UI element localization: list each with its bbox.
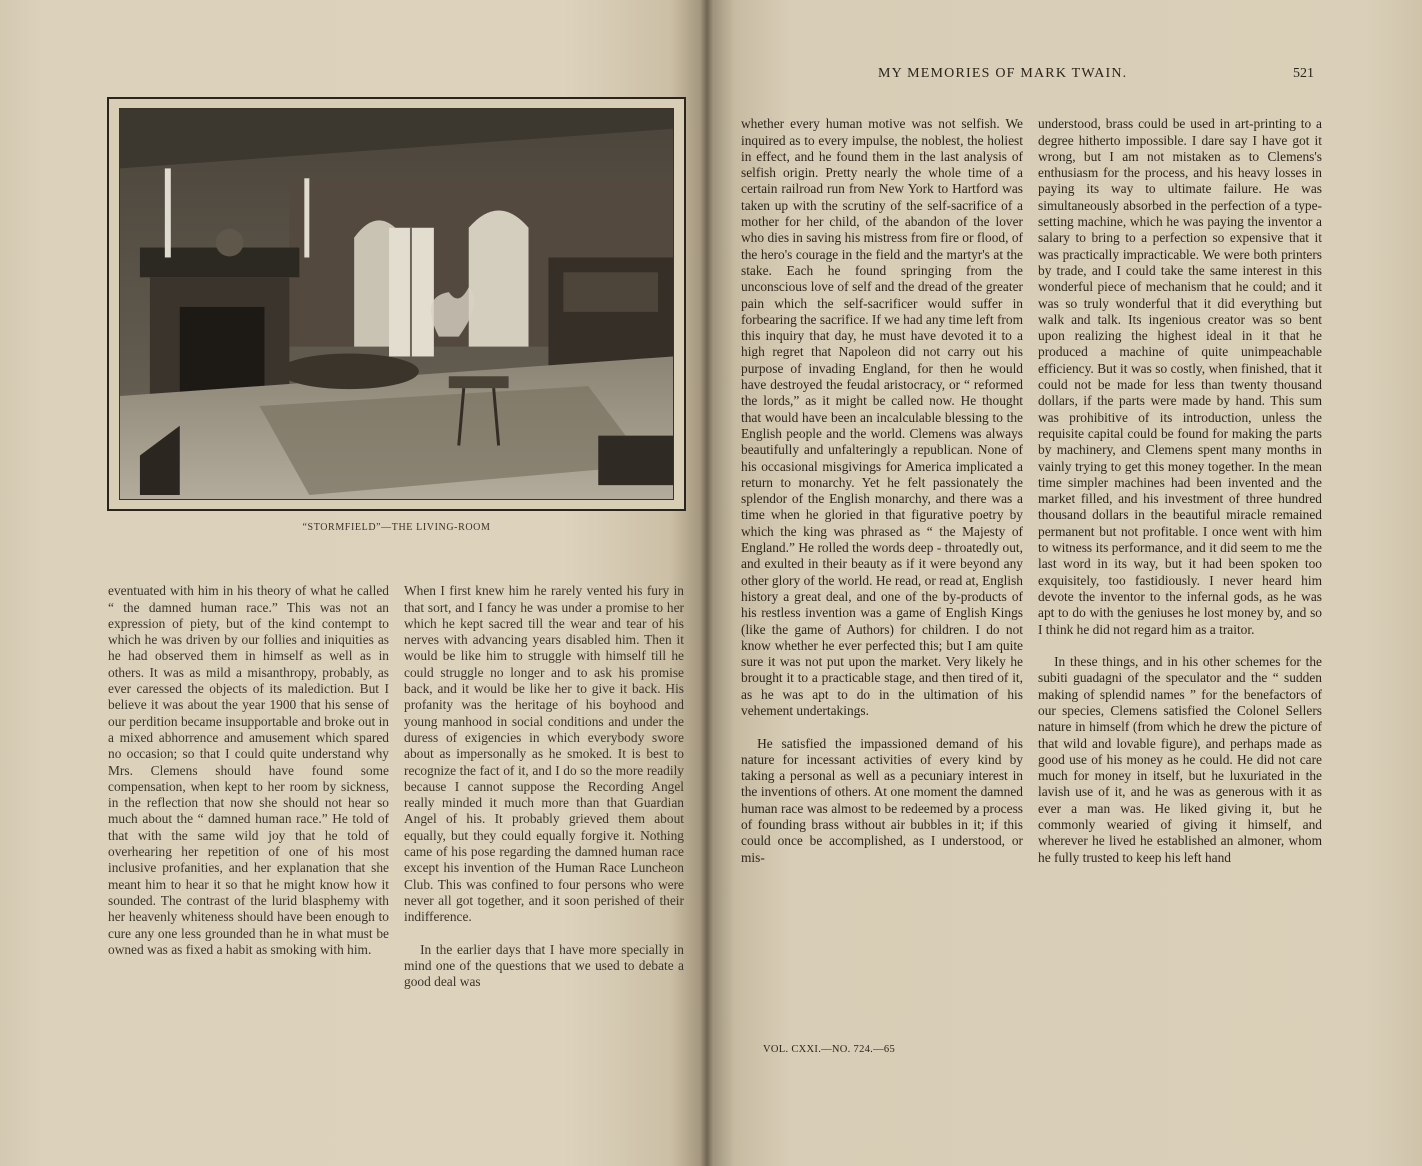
paragraph: understood, brass could be used in art-printing to a degree hitherto impossible. I dare say I have got it wrong, but I am not mistaken as to Clemens's enthusiasm for the process, and his heavy losses in paying its way to ultimate failure. He was simultaneously absorbed in the perfection of a type-setting machine, which he was paying the inventor a salary to bring to a perfection so expensive that it was practically impracticable. We were both printers by trade, and I could take the same interest in this wonderful piece of mechanism that he could; and it was so truly wonderful that it did everything but walk and talk. Its ingenious creator was so bent upon realizing the highest ideal in it that he produced a machine of quite unimpeachable efficiency. But it was so costly, when finished, that it could not be made for less than twenty thousand dollars, if the parts were made by hand. This sum was prohibitive of its introduction, unless the requisite capital could be found for making the parts by machinery, and Clemens spent many months in vainly trying to get this money together. In the mean time simpler machines had been invented and the market filled, and his investment of three hundred thousand dollars in the beautiful miracle remained permanent but not profitable. I once went with him to witness its performance, and it did seem to me the last word in its way, but it had been spoken too exquisitely, too fastidiously. I never heard him devote the inventor to the infernal gods, as he was apt to do with the geniuses he lost money by, and so I think he did not regard him as a traitor.: [1038, 116, 1322, 637]
living-room-photo-image: [120, 109, 673, 499]
living-room-photograph: [119, 108, 674, 500]
paragraph: In these things, and in his other schemes for the subiti guadagni of the speculator and the “ sudden making of splendid names ” for the benefactors of our species, Clemens satisfied the Colonel Sellers nature in himself (from which he drew the picture of that wild and lovable figure), and perhaps made as good use of his money as he could. He did not care much for money in itself, but he luxuriated in the lavish use of it, and he was as generous with it as ever a man was. He liked giving it, but he commonly wearied of giving it himself, and wherever he lived he established an almoner, whom he fully trusted to keep his left hand: [1038, 654, 1322, 865]
signature-line: VOL. CXXI.—NO. 724.—65: [763, 1044, 896, 1055]
left-page-column-1: [108, 567, 389, 974]
photo-plate: [107, 97, 686, 511]
paragraph: When I first knew him he rarely vented his fury in that sort, and I fancy he was under a promise to her which he kept sacred till the wear and tear of his nerves with advancing years disabled him. Then it would be like him to struggle with himself till he could struggle no longer and to ask his promise back, and it would be like her to give it back. His profanity was the heritage of his boyhood and young manhood in social conditions and under the duress of exigencies in which everybody swore about as impersonally as he smoked. It is best to recognize the fact of it, and I do so the more readily because I cannot suppose the Recording Angel really minded it much more than that Guardian Angel of his. It probably grieved them about equally, but they could equally forgive it. Nothing came of his pose regarding the damned human race except his invention of the Human Race Luncheon Club. This was confined to four persons who were never all got together, and it soon perished of their indifference.: [404, 583, 684, 925]
right-page-column-2: [1038, 100, 1322, 882]
right-page-column-1: [741, 100, 1023, 882]
book-gutter: [700, 0, 714, 1166]
paragraph: He satisfied the impassioned demand of his nature for incessant activities of every kind by taking a personal as well as a pecuniary interest in the inventions of others. At one moment the damned human race was almost to be redeemed by a process of founding brass without air bubbles in it; if this could once be accomplished, as I understood, or mis-: [741, 735, 1023, 865]
running-head: MY MEMORIES OF MARK TWAIN.: [878, 66, 1128, 81]
paragraph: whether every human motive was not selfish. We inquired as to every impulse, the noblest, the holiest in effect, and he found them in the last analysis of selfish origin. Pretty nearly the whole time of a certain railroad run from New York to Hartford was taken up with the scrutiny of the self-sacrifice of a mother for her child, of the abandon of the lover who dies in saving his mistress from fire or flood, of the hero's courage in the field and the martyr's at the stake. Each he found springing from the unconscious love of self and the dread of the greater pain which the self-sacrificer would suffer in forbearing the sacrifice. If we had any time left from this inquiry that day, he must have devoted it to a high regret that Napoleon did not carry out his purpose of invading England, for then he would have destroyed the feudal aristocracy, or “ reformed the lords,” as it might be called now. He thought that would have been an incalculable blessing to the English people and the world. Clemens was always beautifully and unfalteringly a republican. None of his occasional misgivings for America implicated a return to monarchy. Yet he felt passionately the splendor of the English monarchy, and there was a time when he gloried in that figurative poetry by which the king was phrased as “ the Majesty of England.” He rolled the words deep - throatedly out, and exulted in their beauty as if it were beyond any other glory of the world. He read, or read at, English history a great deal, and one of the by-products of his restless invention was a game of English Kings (like the game of Authors) for children. I do not know whether he ever perfected this; but I am quite sure it was not put upon the market. Very likely he brought it to a practicable stage, and then tired of it, as he was apt to do in the ultimation of his vehement undertakings.: [741, 116, 1023, 718]
page-number: 521: [1293, 66, 1314, 81]
left-page-column-2: [404, 567, 684, 1007]
left-page: [0, 0, 706, 1166]
photo-caption: “STORMFIELD”—THE LIVING-ROOM: [302, 522, 491, 533]
paragraph: eventuated with him in his theory of what he called “ the damned human race.” This was not an expression of piety, but of the kind contempt to which he was driven by our follies and iniquities as he had observed them in himself as well as in others. It was as mild a misanthropy, probably, as ever caressed the objects of its malediction. But I believe it was about the year 1900 that his sense of our perdition became insupportable and broke out in a mixed abhorrence and amusement which spared no occasion; so that I could quite understand why Mrs. Clemens should have found some compensation, when kept to her room by sickness, in the reflection that now she should not hear so much about the “ damned human race.” He told of that with the same wild joy that he told of overhearing her repetition of one of his most inclusive profanities, and her explanation that she meant him to hear it so that he might know how it sounded. The contrast of the lurid blasphemy with her heavenly whiteness should have been enough to cure any one less grounded than he in what must be owned was as fixed a habit as smoking with him.: [108, 583, 389, 957]
paragraph: In the earlier days that I have more specially in mind one of the questions that we used to debate a good deal was: [404, 941, 684, 990]
